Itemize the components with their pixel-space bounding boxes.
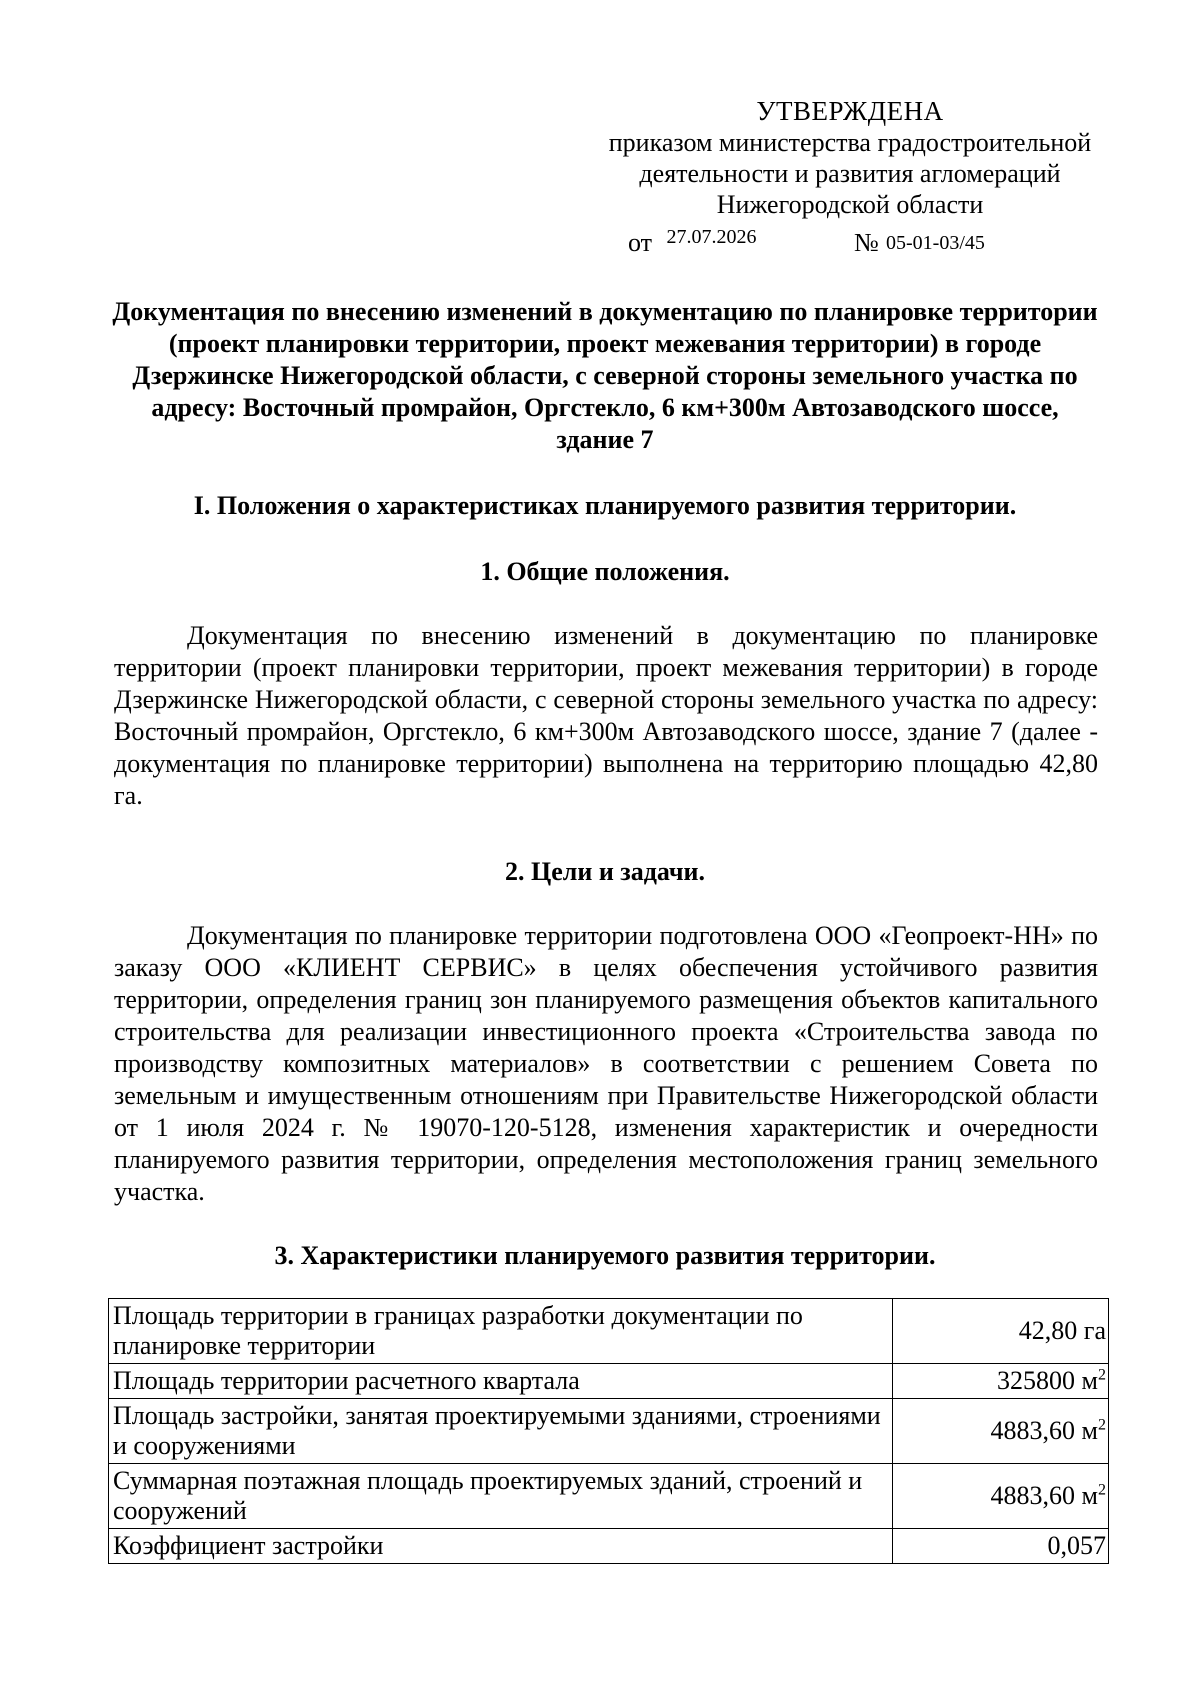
row-value: 4883,60 $м^2$ [893,1399,1109,1464]
table-row [109,1464,1109,1529]
section-title: I. Положения о характеристиках планируемого развития территории. [193,491,1017,520]
subsection-heading-3: 3. Характеристики планируемого развития территории. [274,1241,936,1270]
row-name: Суммарная поэтажная площадь проектируемых зданий, строений и сооружений [109,1464,893,1529]
row-name: Площадь застройки, занятая проектируемыми зданиями, строениями и сооружениями [109,1399,893,1464]
row-value: 325800 $м^2$ [893,1364,1109,1399]
subsection-text-2: Документация по планировке территории подготовлена ООО «Геопроект-НН» по заказу ООО «КЛИЕНТ СЕРВИС» в целях обеспечения устойчивого развития территории, определения границ зон планируемого размещения объектов капитального строительства для реализации инвестиционного проекта «Строительства завода по производству композитных материалов» в соответствии с решением Совета по земельным и имущественным отношениям при Правительстве Нижегородской области от 1 июля 2024 г. № 19070-120-5128, изменения характеристик и очередности планируемого развития территории, определения местоположения границ земельного участка. [114,921,1098,1206]
subsection-text-1: Документация по внесению изменений в документацию по планировке территории (проект планировки территории, проект межевания территории) в городе Дзержинске Нижегородской области, с северной стороны земельного участка по адресу: Восточный промрайон, Оргстекло, 6 км+300м Автозаводского шоссе, здание 7 (далее - документация по планировке территории) выполнена на территорию площадью 42,80 га. [114,621,1098,810]
order-number: 05-01-03/45 [886,232,985,254]
date-prefix: от [628,228,653,257]
order-date: 27.07.2026 [666,226,757,248]
row-value: 0,057 [893,1529,1109,1564]
approval-line-2: деятельности и развития агломераций [639,159,1061,188]
row-value: 42,80 га [893,1299,1109,1364]
subsection-heading-1: 1. Общие положения. [480,557,730,586]
row-name: Коэффициент застройки [109,1529,893,1564]
approval-line-1: приказом министерства градостроительной [608,128,1092,157]
table-row [109,1364,1109,1399]
table-row [109,1299,1109,1364]
approval-line-3: Нижегородской области [716,190,984,219]
document-title: Документация по внесению изменений в документацию по планировке территории (проект планировки территории, проект межевания территории) в городе Дзержинске Нижегородской области, с северной стороны земельного участка по адресу: Восточный промрайон, Оргстекло, 6 км+300м Автозаводского шоссе, здание 7 [112,297,1098,454]
characteristics-table [108,1298,1109,1564]
table-row [109,1529,1109,1564]
subsection-heading-2: 2. Цели и задачи. [504,857,705,886]
approval-block [560,96,1140,220]
row-value: 4883,60 $м^2$ [893,1464,1109,1529]
order-date-number [628,226,985,260]
table-row [109,1399,1109,1464]
row-name: Площадь территории расчетного квартала [109,1364,893,1399]
number-sign: № [854,228,879,257]
row-name: Площадь территории в границах разработки документации по планировке территории [109,1299,893,1364]
approval-stamp: УТВЕРЖДЕНА [756,96,944,126]
